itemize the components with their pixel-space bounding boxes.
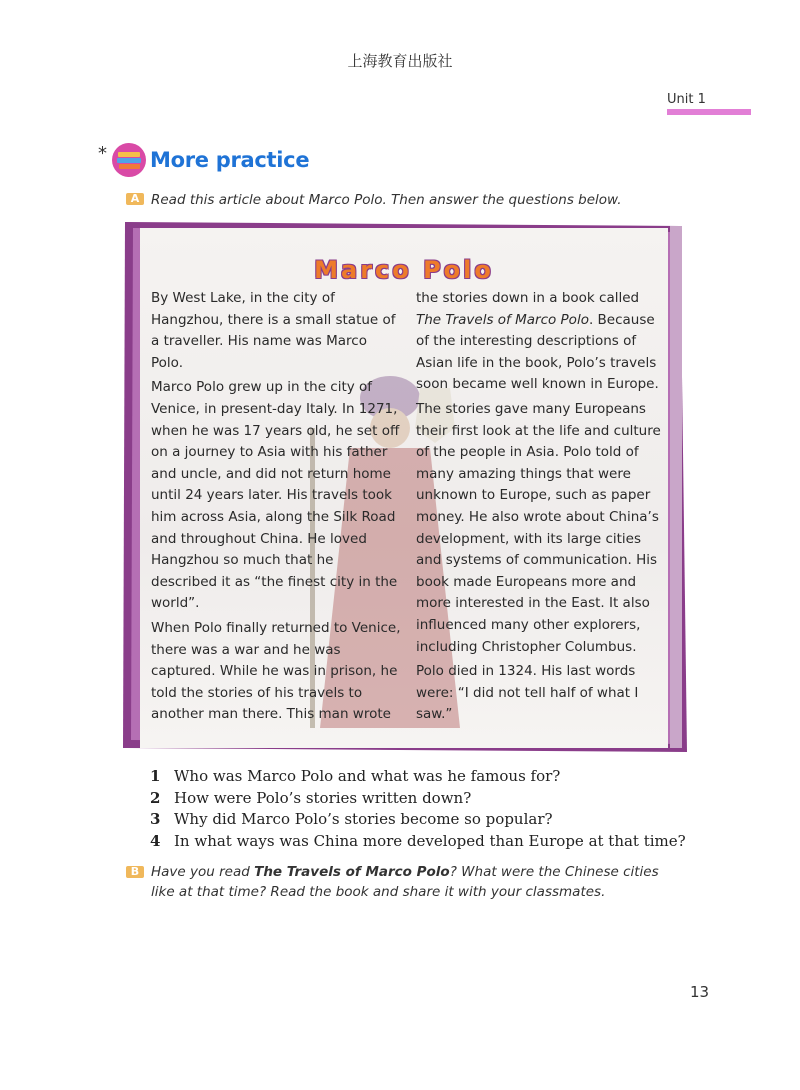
section-title: More practice <box>150 148 310 172</box>
unit-bar <box>667 109 751 115</box>
question-number: 1 <box>150 767 161 785</box>
question-number: 4 <box>150 831 161 850</box>
question-text: In what ways was China more developed than Europe at that time? <box>174 831 686 850</box>
article-paragraph: When Polo finally returned to Venice, there was a war and he was captured. While he was in prison, he told the stories of his travels to another man there. This man wrote <box>151 619 401 723</box>
publisher-header: 上海教育出版社 <box>347 52 453 70</box>
question-number: 3 <box>150 810 161 828</box>
question-item <box>150 831 710 853</box>
question-text: Why did Marco Polo’s stories become so popular? <box>174 810 553 828</box>
instruction-text: ? What were the Chinese cities like at that time? Read the book and share it with your classmates. <box>151 864 659 900</box>
article-paragraph: The stories gave many Europeans their first look at the life and culture of the people in Asia. Polo told of many amazing things that were unknown to Europe, such as paper money. He also wrote about China’s development, with its large cities and systems of communication. His book made Europeans more and more interested in the East. It also influenced many other explorers, including Christopher Columbus. <box>416 400 661 655</box>
question-item <box>150 766 710 788</box>
question-item <box>150 788 710 810</box>
unit-label: Unit 1 <box>667 92 706 107</box>
part-b-badge: B <box>126 866 144 878</box>
book-title-bold: The Travels of Marco Polo <box>254 864 450 880</box>
article-paragraph: Polo died in 1324. His last words were: “I did not tell half of what I saw.” <box>416 663 639 723</box>
section-asterisk: * <box>98 143 107 164</box>
part-a-instruction: Read this article about Marco Polo. Then answer the questions below. <box>151 192 622 208</box>
book-title-italic: The Travels of Marco Polo <box>416 311 589 328</box>
part-b-instruction <box>151 862 671 902</box>
paragraph-text: . Because of the interesting descriptions of Asian life in the book, Polo’s travels soon became well known in Europe. <box>416 311 659 393</box>
article-paragraph <box>416 288 666 396</box>
article-right-column <box>416 288 666 729</box>
question-item <box>150 809 710 831</box>
part-a-badge: A <box>126 193 144 205</box>
article-paragraph: By West Lake, in the city of Hangzhou, there is a small statue of a traveller. His name was Marco Polo. <box>151 290 396 371</box>
page-number: 13 <box>690 983 710 1001</box>
question-text: How were Polo’s stories written down? <box>174 788 472 807</box>
article-title: Marco Polo <box>314 256 494 284</box>
question-list <box>150 766 710 852</box>
instruction-text: Have you read <box>151 864 255 880</box>
books-icon <box>111 142 147 178</box>
paragraph-text: the stories down in a book called <box>416 290 640 306</box>
article-paragraph: Marco Polo grew up in the city of Venice, in present-day Italy. In 1271, when he was 17 years old, he set off on a journey to Asia with his father and uncle, and did not return home until 24 years later. His travels took him across Asia, along the Silk Road and throughout China. He loved Hangzhou so much that he described it as “the finest city in the world”. <box>151 379 400 612</box>
question-number: 2 <box>150 788 161 807</box>
question-text: Who was Marco Polo and what was he famous for? <box>174 767 561 785</box>
article-left-column <box>151 288 401 729</box>
